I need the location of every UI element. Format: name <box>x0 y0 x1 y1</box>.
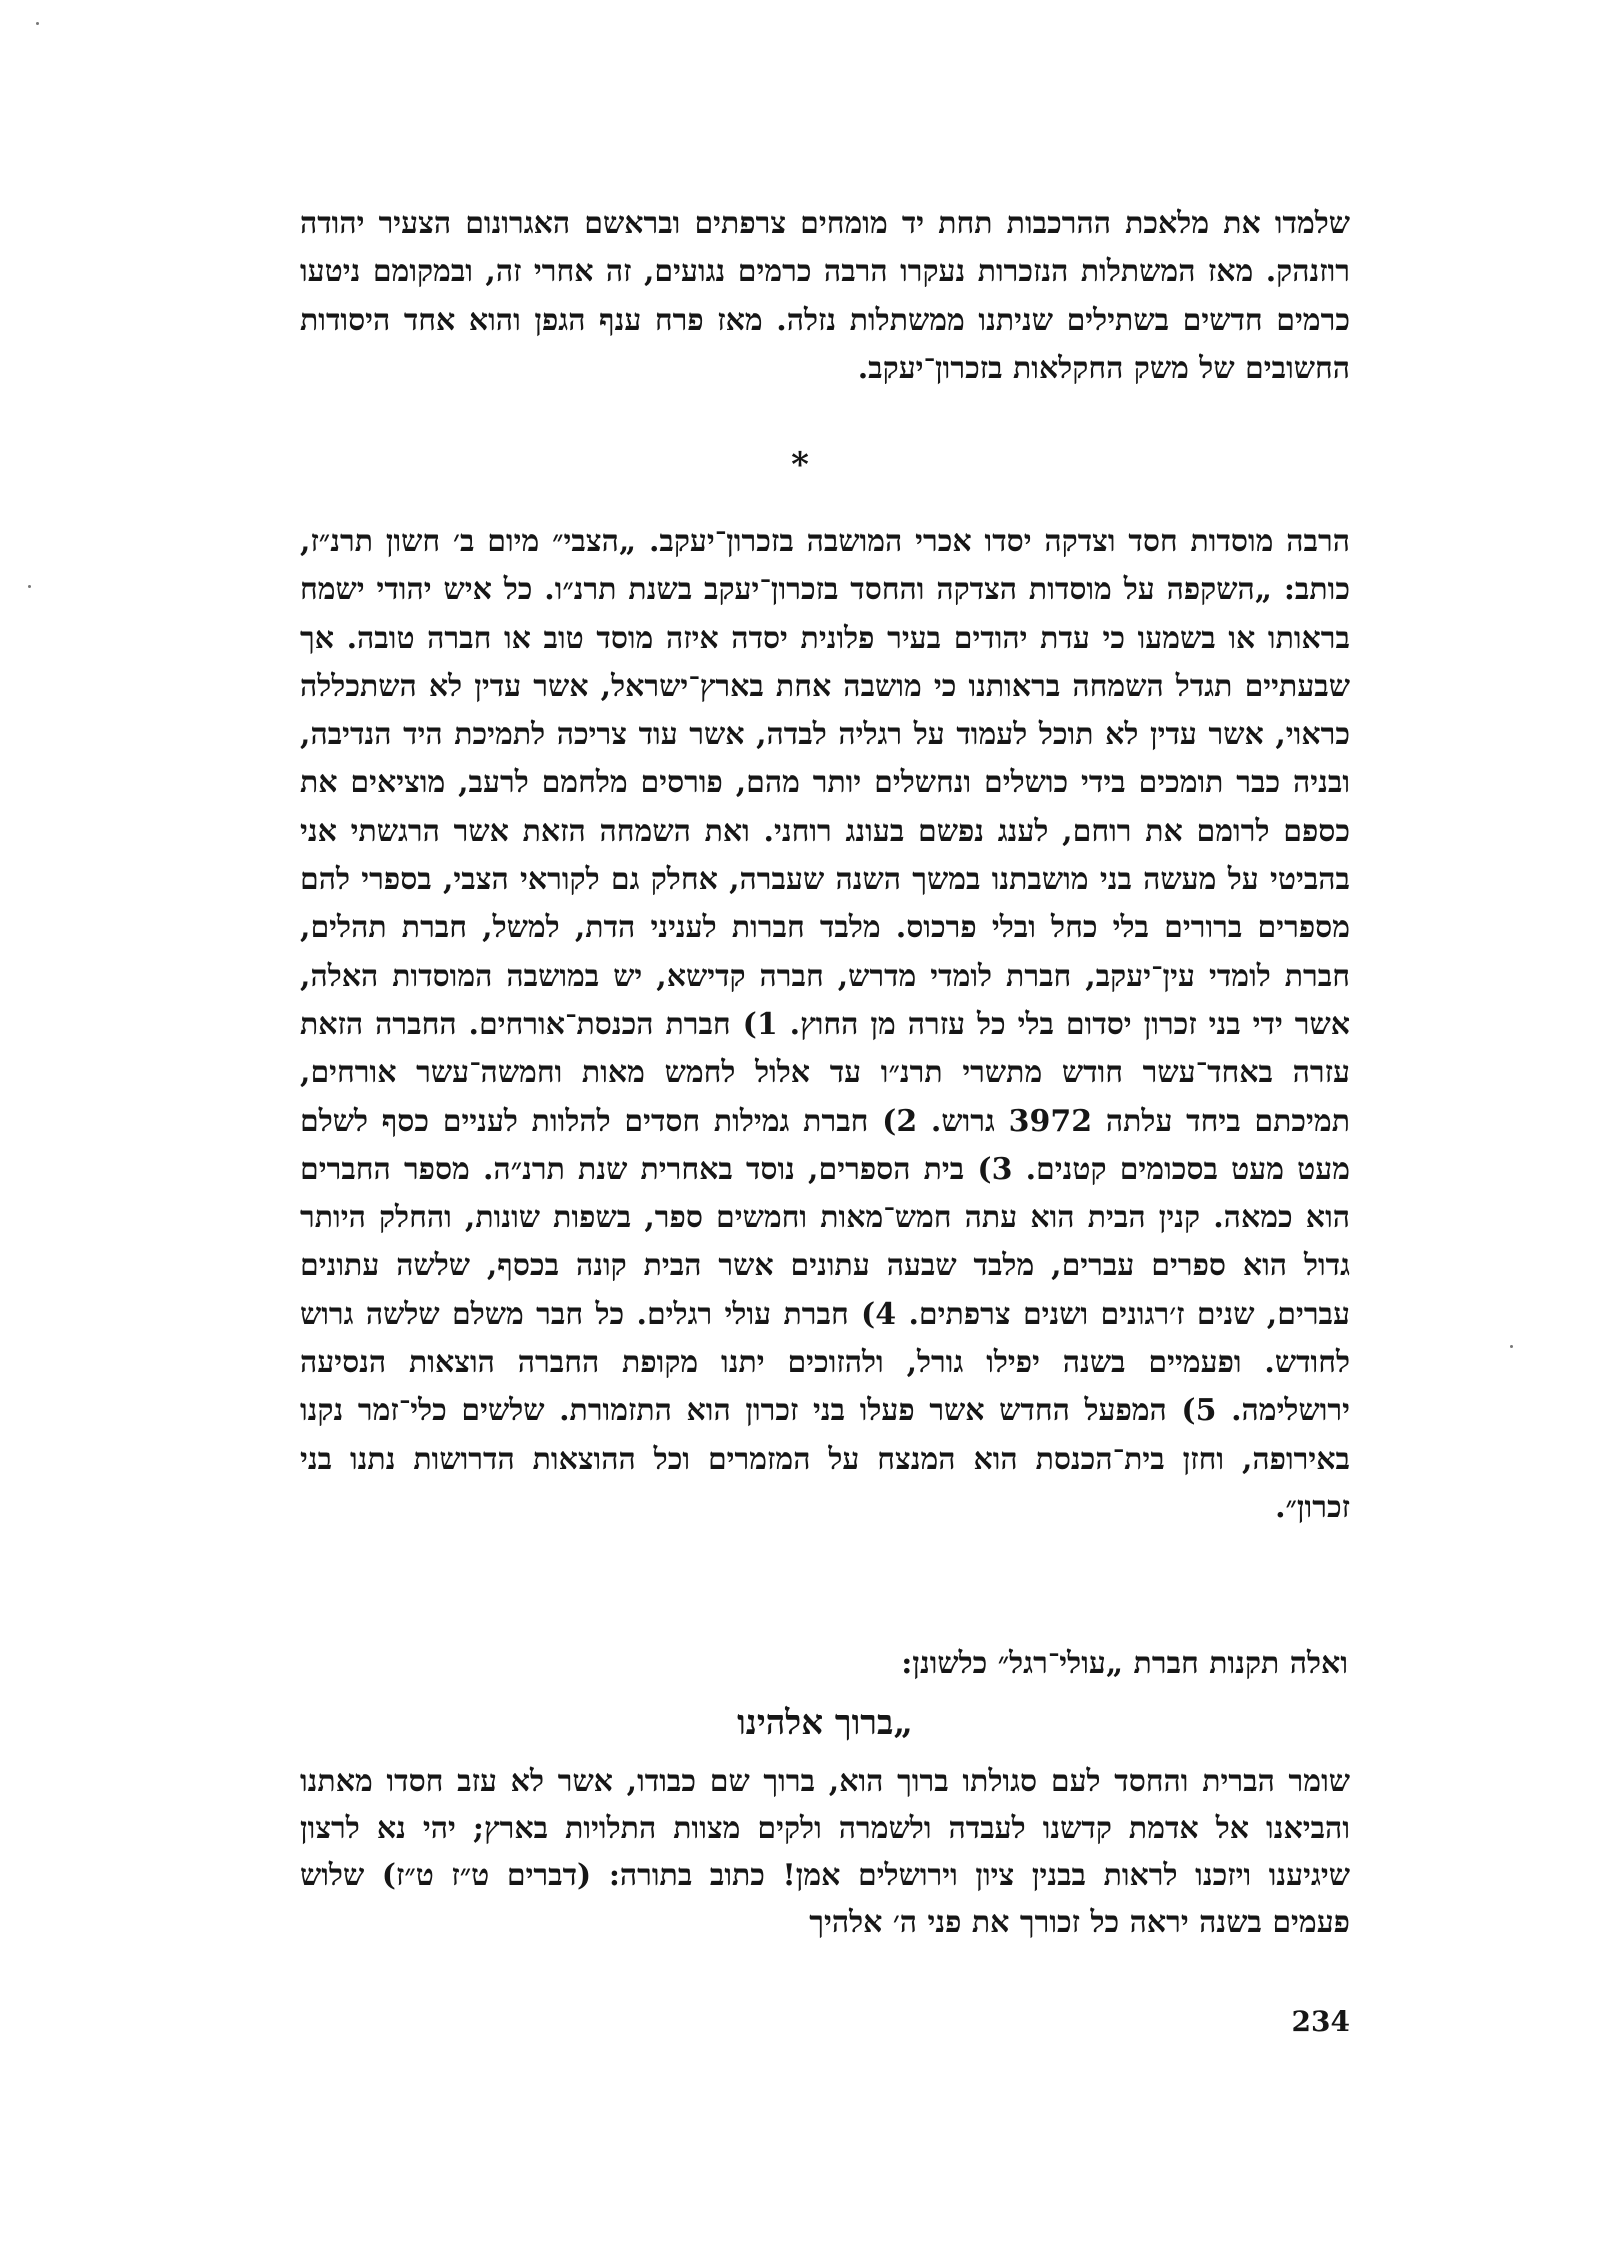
page-number: 234 <box>1291 2005 1350 2038</box>
regulations-heading: ואלה תקנות חברת „עולי־רגל״ כלשונן: <box>901 1646 1348 1681</box>
section-separator: * <box>791 445 809 485</box>
paragraph-bottom <box>300 1758 1350 1946</box>
paragraph-main <box>300 518 1350 1532</box>
paragraph-top <box>300 200 1350 393</box>
paragraph-bottom-text: שומר הברית והחסד לעם סגולתו ברוך הוא, ברוך שם כבודו, אשר לא עזב חסדו מאתנו והביאנו אל אדמת קדשנו לעבדה ולשמרה ולקים מצוות התלויות בארץ; יהי נא לרצון שיגיענו ויזכנו לראות בבנין ציון וירושלים אמן! כתוב בתורה: (דברים ט״ז ט״ז) שלוש פעמים בשנה יראה כל זכורך את פני ה׳ אלהיך <box>300 1764 1350 1940</box>
scan-speck <box>1510 1345 1513 1348</box>
regulations-subheading: „ברוך אלהינו <box>737 1703 913 1743</box>
scan-speck <box>36 22 39 25</box>
scan-speck <box>28 585 31 588</box>
paragraph-main-text: הרבה מוסדות חסד וצדקה יסדו אכרי המושבה בזכרון־יעקב. „הצבי״ מיום ב׳ חשון תרנ״ז, כותב: „השקפה על מוסדות הצדקה והחסד בזכרון־יעקב בשנת תרנ״ו. כל איש יהודי ישמח בראותו או בשמעו כי עדת יהודים בעיר פלונית יסדה איזה מוסד טוב או חברה טובה. אך שבעתיים תגדל השמחה בראותנו כי מושבה אחת בארץ־ישראל, אשר עדין לא השתכללה כראוי, אשר עדין לא תוכל לעמוד על רגליה לבדה, אשר עוד צריכה לתמיכת היד הנדיבה, ובניה כבר תומכים בידי כושלים ונחשלים יותר מהם, פורסים מלחמם לרעב, מוציאים את כספם לרומם את רוחם, לענג נפשם בעונג רוחני. ואת השמחה הזאת אשר הרגשתי אני בהביטי על מעשה בני מושבתנו במשך השנה שעברה, אחלק גם לקוראי הצבי, בספרי להם מספרים ברורים בלי כחל ובלי פרכוס. מלבד חברות לעניני הדת, למשל, חברת תהלים, חברת לומדי עין־יעקב, חברת לומדי מדרש, חברה קדישא, יש במושבה המוסדות האלה, אשר ידי בני זכרון יסדום בלי כל עזרה מן החוץ. 1) חברת הכנסת־אורחים. החברה הזאת עזרה באחד־עשר חודש מתשרי תרנ״ו עד אלול לחמש מאות וחמשה־עשר אורחים, תמיכתם ביחד עלתה 3972 גרוש. 2) חברת גמילות חסדים להלוות לעניים כסף לשלם מעט מעט בסכומים קטנים. 3) בית הספרים, נוסד באחרית שנת תרנ״ה. מספר החברים הוא כמאה. קנין הבית הוא עתה חמש־מאות וחמשים ספר, בשפות שונות, והחלק היותר גדול הוא ספרים עברים, מלבד שבעה עתונים אשר הבית קונה בכסף, שלשה עתונים עברים, שנים ז׳רגונים ושנים צרפתים. 4) חברת עולי רגלים. כל חבר משלם שלשה גרוש לחודש. ופעמיים בשנה יפילו גורל, ולהזוכים יתנו מקופת החברה הוצאות הנסיעה ירושלימה. 5) המפעל החדש אשר פעלו בני זכרון הוא התזמורת. שלשים כלי־זמר נקנו באירופה, וחזן בית־הכנסת הוא המנצח על המזמרים וכל ההוצאות הדרושות נתנו בני זכרון״. <box>300 524 1351 1525</box>
paragraph-top-text: שלמדו את מלאכת ההרכבות תחת יד מומחים צרפתים ובראשם האגרונום הצעיר יהודה רוזנהק. מאז המשתלות הנזכרות נעקרו הרבה כרמים נגועים, זה אחרי זה, ובמקומם ניטעו כרמים חדשים בשתילים שניתנו ממשתלות נזלה. מאז פרח ענף הגפן והוא אחד היסודות החשובים של משק החקלאות בזכרון־יעקב. <box>300 206 1350 386</box>
